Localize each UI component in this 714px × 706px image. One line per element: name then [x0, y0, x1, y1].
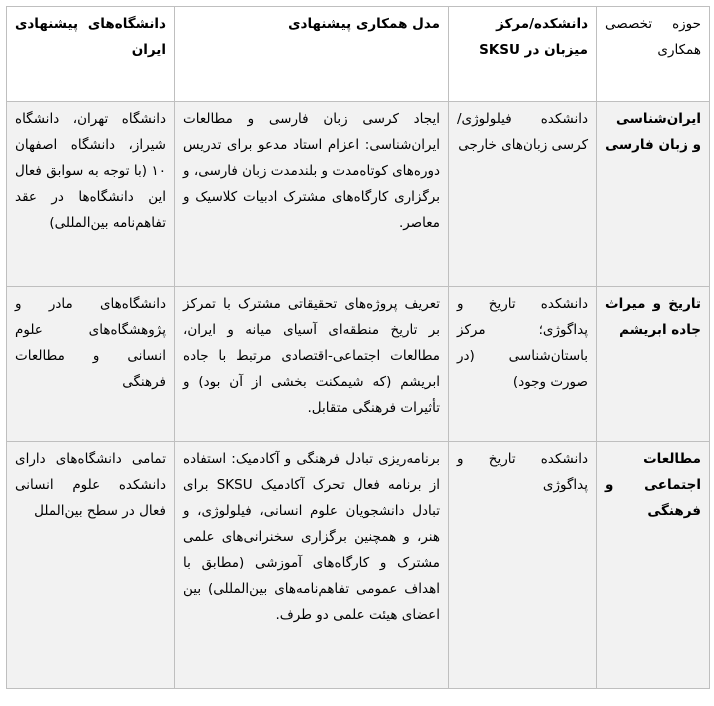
cell-field: ایران‌شناسی و زبان فارسی	[597, 102, 710, 287]
cell-host: دانشکده تاریخ و پداگوژی؛ مرکز باستان‌شناسی (در صورت وجود)	[449, 287, 597, 442]
cell-host: دانشکده فیلولوژی/کرسی زبان‌های خارجی	[449, 102, 597, 287]
cell-field: مطالعات اجتماعی و فرهنگی	[597, 442, 710, 689]
cell-universities: تمامی دانشگاه‌های دارای دانشکده علوم انسانی فعال در سطح بین‌الملل	[7, 442, 175, 689]
table-header-row	[7, 7, 710, 102]
cell-model: برنامه‌ریزی تبادل فرهنگی و آکادمیک: استفاده از برنامه فعال تحرک آکادمیک SKSU برای تبادل دانشجویان علوم انسانی، فیلولوژی، و هنر، و همچنین برگزاری سخنرانی‌های علمی مشترک و کارگاه‌های آموزشی (مطابق با اهداف عمومی تفاهم‌نامه‌های بین‌المللی) بین اعضای هیئت علمی دو طرف.	[175, 442, 449, 689]
table-row	[7, 102, 710, 287]
table-row	[7, 442, 710, 689]
header-host: دانشکده/مرکز میزبان در SKSU	[449, 7, 597, 102]
cell-field: تاریخ و میراث جاده ابریشم	[597, 287, 710, 442]
cell-universities: دانشگاه تهران، دانشگاه شیراز، دانشگاه اصفهان ۱۰ (با توجه به سوابق فعال این دانشگاه‌ها در عقد تفاهم‌نامه بین‌المللی)	[7, 102, 175, 287]
cooperation-table	[6, 6, 710, 689]
cell-host: دانشکده تاریخ و پداگوژی	[449, 442, 597, 689]
header-model: مدل همکاری پیشنهادی	[175, 7, 449, 102]
cell-model: تعریف پروژه‌های تحقیقاتی مشترک با تمرکز بر تاریخ منطقه‌ای آسیای میانه و ایران، مطالعات اجتماعی-اقتصادی مرتبط با جاده ابریشم (که شیمکنت بخشی از آن بود) و تأثیرات فرهنگی متقابل.	[175, 287, 449, 442]
cell-model: ایجاد کرسی زبان فارسی و مطالعات ایران‌شناسی: اعزام استاد مدعو برای تدریس دوره‌های کوتاه‌مدت و بلندمدت زبان فارسی، و برگزاری کارگاه‌های مشترک ادبیات کلاسیک و معاصر.	[175, 102, 449, 287]
cell-universities: دانشگاه‌های مادر و پژوهشگاه‌های علوم انسانی و مطالعات فرهنگی	[7, 287, 175, 442]
header-universities: دانشگاه‌های پیشنهادی ایران	[7, 7, 175, 102]
header-field: حوزه تخصصی همکاری	[597, 7, 710, 102]
table-row	[7, 287, 710, 442]
